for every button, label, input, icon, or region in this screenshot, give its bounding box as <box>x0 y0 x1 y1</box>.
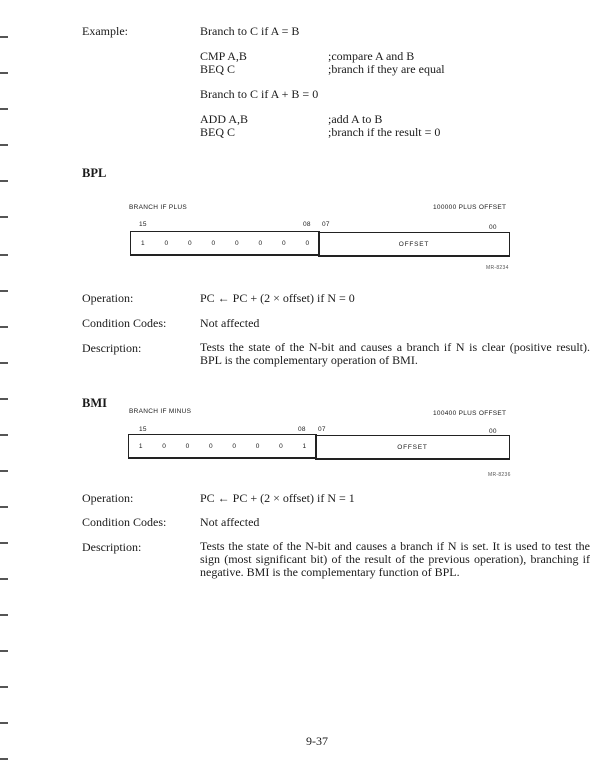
code-instr: BEQ C <box>200 125 236 139</box>
instruction-format-box <box>128 434 317 459</box>
figure-ref: MR-8234 <box>486 265 509 271</box>
bit-value: 0 <box>279 442 283 450</box>
margin-mark <box>0 180 8 182</box>
bit-value: 1 <box>138 442 143 450</box>
instruction-format-box <box>130 231 320 256</box>
page-number: 9-37 <box>306 734 328 748</box>
bit-value: 0 <box>281 239 286 247</box>
bit-value: 0 <box>255 442 260 450</box>
code-comment: ;branch if the result = 0 <box>328 125 441 139</box>
offset-field: OFFSET <box>318 232 510 257</box>
bit-label: 00 <box>489 224 497 231</box>
margin-mark <box>0 650 8 652</box>
code-instr: BEQ C <box>200 62 236 76</box>
bit-label: 08 <box>298 426 306 433</box>
description-label: Description: <box>82 341 142 355</box>
bit-value: 0 <box>187 239 192 247</box>
margin-mark <box>0 578 8 580</box>
operation-label: Operation: <box>82 491 134 505</box>
margin-mark <box>0 36 8 38</box>
bit-value: 1 <box>140 239 145 247</box>
margin-mark <box>0 72 8 74</box>
margin-mark <box>0 290 8 292</box>
bit-label: 08 <box>303 221 311 228</box>
bit-value: 0 <box>185 442 190 450</box>
bit-label: 15 <box>139 426 147 433</box>
condition-codes-text: Not affected <box>200 316 260 330</box>
diagram-title: BRANCH IF MINUS <box>129 408 192 415</box>
margin-mark <box>0 758 8 760</box>
bit-value: 0 <box>164 239 169 247</box>
margin-mark <box>0 614 8 616</box>
margin-mark <box>0 216 8 218</box>
operation-text: PC ← PC + (2 × offset) if N = 1 <box>200 491 355 505</box>
margin-mark <box>0 362 8 364</box>
bit-value: 0 <box>209 442 213 450</box>
condition-codes-text: Not affected <box>200 515 260 529</box>
margin-mark <box>0 326 8 328</box>
example-title: Branch to C if A = B <box>200 24 300 38</box>
description-text: Tests the state of the N-bit and causes a branch if N is set. It is used to test the sign (most significant bit) of the result of the previous operation), branching if negative. BMI is the complementary function of BPL. <box>200 539 590 579</box>
margin-mark <box>0 108 8 110</box>
bit-value: 0 <box>258 239 263 247</box>
diagram-opcode: 100400 PLUS OFFSET <box>433 410 507 417</box>
margin-mark <box>0 398 8 400</box>
offset-field: OFFSET <box>315 435 510 460</box>
margin-mark <box>0 254 8 256</box>
code-instr: CMP A,B <box>200 49 247 63</box>
code-instr: ADD A,B <box>200 112 249 126</box>
margin-mark <box>0 722 8 724</box>
bit-label: 15 <box>139 221 147 228</box>
margin-mark <box>0 434 8 436</box>
margin-mark <box>0 686 8 688</box>
figure-ref: MR-8236 <box>488 472 511 478</box>
condition-codes-label: Condition Codes: <box>82 515 167 529</box>
bit-value: 1 <box>302 442 307 450</box>
margin-mark <box>0 506 8 508</box>
example-title: Branch to C if A + B = 0 <box>200 87 319 101</box>
section-heading: BMI <box>82 396 107 410</box>
bit-value: 0 <box>211 239 216 247</box>
margin-mark <box>0 470 8 472</box>
bit-value: 0 <box>234 239 239 247</box>
margin-mark <box>0 542 8 544</box>
bit-value: 0 <box>232 442 236 450</box>
bit-value: 0 <box>162 442 166 450</box>
condition-codes-label: Condition Codes: <box>82 316 167 330</box>
bit-label: 07 <box>318 426 326 433</box>
margin-mark <box>0 144 8 146</box>
bit-label: 07 <box>322 221 330 228</box>
bit-value: 0 <box>305 239 310 247</box>
diagram-title: BRANCH IF PLUS <box>129 204 188 211</box>
example-label: Example: <box>82 24 128 38</box>
code-comment: ;branch if they are equal <box>328 62 445 76</box>
operation-label: Operation: <box>82 291 134 305</box>
code-comment: ;add A to B <box>328 112 383 126</box>
operation-text: PC ← PC + (2 × offset) if N = 0 <box>200 291 355 305</box>
bit-label: 00 <box>489 428 497 435</box>
description-text: Tests the state of the N-bit and causes a branch if N is clear (positive result). BPL is the complementary operation of BMI. <box>200 340 590 367</box>
section-heading: BPL <box>82 166 107 180</box>
description-label: Description: <box>82 540 142 554</box>
code-comment: ;compare A and B <box>328 49 415 63</box>
diagram-opcode: 100000 PLUS OFFSET <box>433 204 507 211</box>
